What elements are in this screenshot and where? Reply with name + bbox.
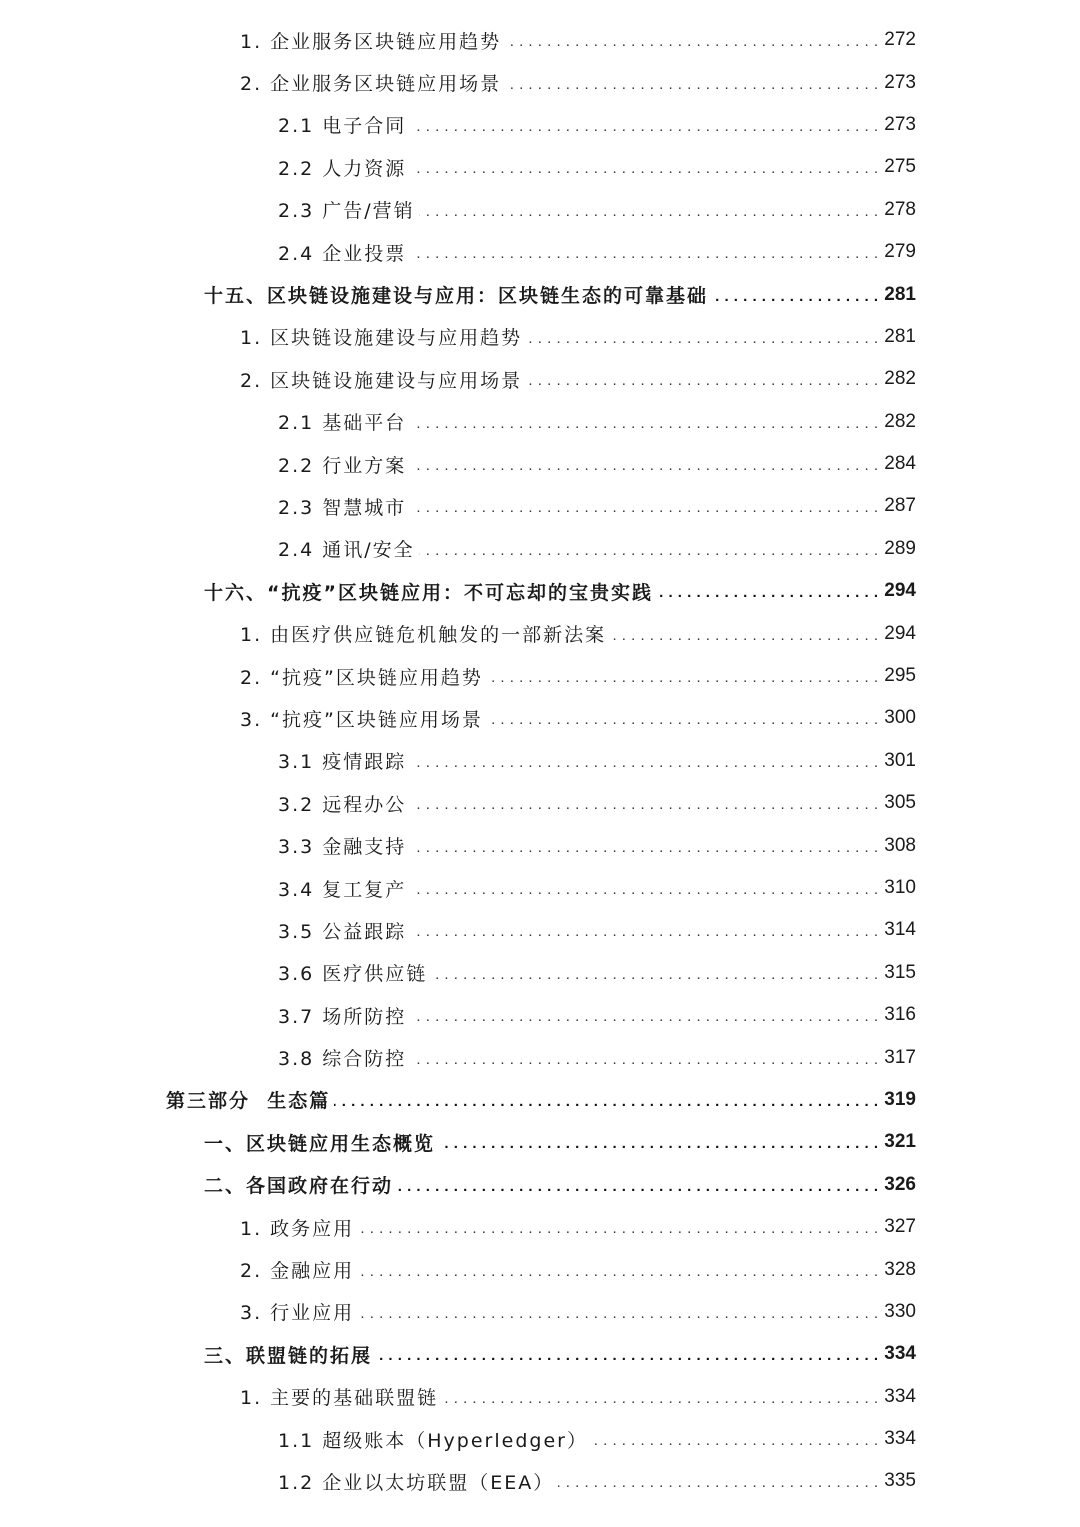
toc-chapter-entry[interactable] [0,1121,1080,1163]
dot-leader [410,791,878,815]
toc-entry-page: 289 [884,537,916,559]
dot-leader [431,961,878,985]
toc-chapter-entry[interactable] [0,570,1080,612]
toc-entry-page: 273 [884,113,916,135]
toc-entry-page: 334 [884,1385,916,1407]
toc-entry-page: 273 [884,71,916,93]
dot-leader [358,1258,878,1282]
toc-entry[interactable] [0,824,1080,866]
dot-leader [592,1427,878,1451]
toc-entry-title: 2. 企业服务区块链应用场景 [240,69,503,96]
toc-entry-page: 272 [884,29,916,51]
dot-leader [526,325,878,349]
toc-entry-page: 295 [884,665,916,687]
toc-entry-page: 300 [884,707,916,729]
toc-entry[interactable] [0,612,1080,654]
dot-leader [410,749,878,773]
dot-leader [439,1130,878,1154]
toc-entry[interactable] [0,1036,1080,1078]
dot-leader [410,876,878,900]
toc-entry-page: 278 [884,198,916,220]
toc-entry-title: 2.4 企业投票 [278,239,408,266]
toc-entry-title: 第三部分 生态篇 [166,1086,332,1113]
toc-entry-page: 301 [884,749,916,771]
toc-entry-page: 327 [884,1216,916,1238]
toc-entry-page: 284 [884,453,916,475]
toc-entry-page: 281 [884,283,916,305]
dot-leader [410,452,878,476]
toc-entry-title: 2.3 智慧城市 [278,493,408,520]
toc-entry[interactable] [0,952,1080,994]
dot-leader [410,834,878,858]
dot-leader [657,579,878,603]
toc-entry-title: 1. 政务应用 [240,1214,356,1241]
toc-chapter-entry[interactable] [0,1333,1080,1375]
dot-leader [410,918,878,942]
toc-entry[interactable] [0,528,1080,570]
dot-leader [358,1300,878,1324]
toc-entry[interactable] [0,231,1080,273]
dot-leader [410,1046,878,1070]
toc-entry-page: 282 [884,368,916,390]
toc-entry-page: 335 [884,1470,916,1492]
toc-entry-title: 3.5 公益跟踪 [278,917,408,944]
toc-entry-title: 1. 主要的基础联盟链 [240,1383,440,1410]
toc-entry-title: 3.3 金融支持 [278,832,408,859]
toc-entry-page: 281 [884,325,916,347]
toc-entry-page: 305 [884,792,916,814]
dot-leader [610,622,878,646]
toc-entry-title: 3.6 医疗供应链 [278,959,429,986]
toc-entry[interactable] [0,1206,1080,1248]
toc-entry[interactable] [0,316,1080,358]
toc-entry-title: 3. 行业应用 [240,1298,356,1325]
toc-entry[interactable] [0,1291,1080,1333]
dot-leader [410,1003,878,1027]
dot-leader [712,283,878,307]
toc-entry-title: 2. 金融应用 [240,1256,356,1283]
toc-entry-page: 294 [884,622,916,644]
toc-entry[interactable] [0,867,1080,909]
toc-entry-title: 3.7 场所防控 [278,1002,408,1029]
toc-entry-title: 2. 区块链设施建设与应用场景 [240,366,524,393]
toc-entry-page: 287 [884,495,916,517]
dot-leader [376,1342,878,1366]
toc-entry-title: 1. 区块链设施建设与应用趋势 [240,323,524,350]
dot-leader [505,28,878,52]
toc-entry-page: 326 [884,1173,916,1195]
toc-entry[interactable] [0,146,1080,188]
dot-leader [410,155,878,179]
toc-entry-title: 2.4 通讯/安全 [278,535,417,562]
toc-entry-title: 二、各国政府在行动 [204,1171,395,1198]
toc-entry[interactable] [0,740,1080,782]
toc-entry-title: 2.2 人力资源 [278,154,408,181]
toc-entry[interactable] [0,61,1080,103]
dot-leader [410,410,878,434]
toc-entry-page: 275 [884,156,916,178]
toc-entry-title: 2.3 广告/营销 [278,196,417,223]
toc-entry[interactable] [0,104,1080,146]
toc-entry-page: 334 [884,1343,916,1365]
dot-leader [442,1385,878,1409]
toc-entry-page: 330 [884,1300,916,1322]
table-of-contents [0,19,1080,1503]
toc-entry[interactable] [0,909,1080,951]
dot-leader [419,198,878,222]
toc-entry-page: 334 [884,1428,916,1450]
toc-entry[interactable] [0,1248,1080,1290]
toc-entry[interactable] [0,1376,1080,1418]
toc-entry[interactable] [0,358,1080,400]
toc-entry[interactable] [0,782,1080,824]
toc-entry-page: 316 [884,1004,916,1026]
dot-leader [410,113,878,137]
toc-entry-page: 308 [884,834,916,856]
toc-entry[interactable] [0,1460,1080,1502]
toc-entry-title: 一、区块链应用生态概览 [204,1129,437,1156]
dot-leader [558,1469,878,1493]
toc-entry-title: 3.2 远程办公 [278,790,408,817]
toc-entry-page: 317 [884,1046,916,1068]
toc-entry-title: 2.1 电子合同 [278,111,408,138]
toc-entry-title: 2.1 基础平台 [278,408,408,435]
toc-entry-page: 319 [884,1088,916,1110]
toc-entry-title: 3.4 复工复产 [278,875,408,902]
toc-entry-title: 3. “抗疫”区块链应用场景 [240,705,485,732]
toc-chapter-entry[interactable] [0,1164,1080,1206]
toc-entry[interactable] [0,994,1080,1036]
toc-part-entry[interactable] [0,1079,1080,1121]
toc-entry-page: 279 [884,241,916,263]
toc-entry-title: 1.2 企业以太坊联盟（EEA） [278,1468,556,1495]
dot-leader [334,1088,878,1112]
toc-entry-page: 321 [884,1131,916,1153]
toc-entry-title: 3.1 疫情跟踪 [278,747,408,774]
dot-leader [487,706,878,730]
toc-entry-title: 十五、区块链设施建设与应用：区块链生态的可靠基础 [204,281,710,308]
toc-entry-title: 1.1 超级账本（Hyperledger） [278,1426,590,1453]
toc-entry-title: 1. 由医疗供应链危机触发的一部新法案 [240,620,608,647]
toc-entry-page: 314 [884,919,916,941]
dot-leader [397,1173,878,1197]
toc-entry-title: 十六、“抗疫”区块链应用：不可忘却的宝贵实践 [204,578,655,605]
toc-entry[interactable] [0,443,1080,485]
dot-leader [487,664,878,688]
toc-entry-title: 3.8 综合防控 [278,1044,408,1071]
dot-leader [526,367,878,391]
dot-leader [410,494,878,518]
toc-entry[interactable] [0,189,1080,231]
toc-entry[interactable] [0,401,1080,443]
toc-entry-title: 1. 企业服务区块链应用趋势 [240,27,503,54]
toc-entry-page: 315 [884,961,916,983]
toc-entry-title: 2. “抗疫”区块链应用趋势 [240,663,485,690]
toc-chapter-entry[interactable] [0,273,1080,315]
toc-entry-title: 2.2 行业方案 [278,451,408,478]
dot-leader [505,71,878,95]
toc-entry-page: 328 [884,1258,916,1280]
toc-entry[interactable] [0,1418,1080,1460]
dot-leader [358,1215,878,1239]
toc-entry-page: 310 [884,877,916,898]
dot-leader [419,537,878,561]
toc-entry-page: 294 [884,580,916,602]
dot-leader [410,240,878,264]
toc-entry[interactable] [0,655,1080,697]
toc-entry-page: 282 [884,410,916,432]
toc-entry[interactable] [0,19,1080,61]
toc-entry[interactable] [0,697,1080,739]
toc-entry[interactable] [0,485,1080,527]
toc-entry-title: 三、联盟链的拓展 [204,1341,374,1368]
